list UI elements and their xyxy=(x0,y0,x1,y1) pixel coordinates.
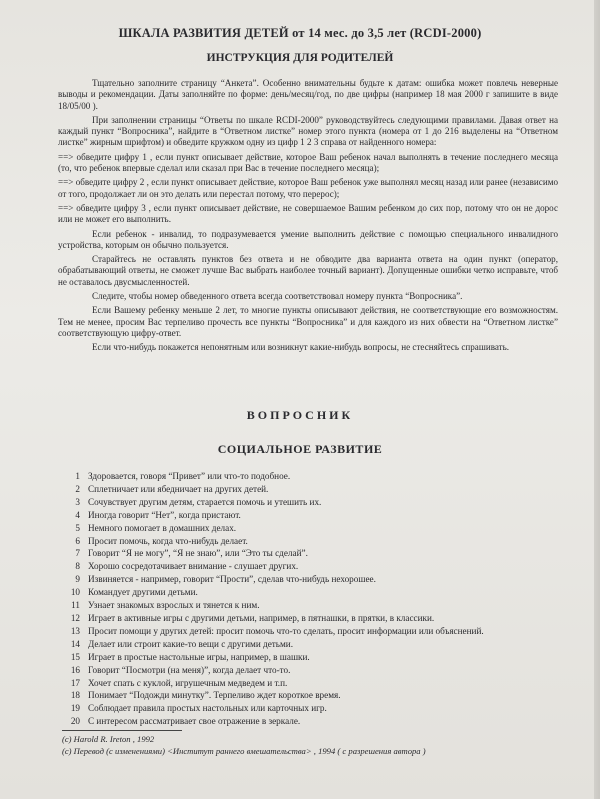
item-text: Здоровается, говоря “Привет” или что-то подобное. xyxy=(88,471,291,481)
item-text: Просит помочь, когда что-нибудь делает. xyxy=(88,535,248,546)
item-text: Говорит “Я не могу”, “Я не знаю”, или “Это ты сделай”. xyxy=(88,548,308,559)
item-number: 8 xyxy=(75,561,80,572)
instruction-paragraph: Старайтесь не оставлять пунктов без ответа и не обводите два варианта ответа на один пункт (оператор, обрабатывающий ответы, не сможет лучше Вас выбрать наиболее точный вариант). Допущенные ошибки четко исправьте, чтоб не оставалось двусмысленностей. xyxy=(58,254,558,287)
list-item xyxy=(62,625,542,638)
list-item xyxy=(62,677,542,690)
list-item xyxy=(62,689,542,702)
item-number: 15 xyxy=(70,651,80,662)
item-number: 18 xyxy=(70,690,80,701)
item-number: 10 xyxy=(70,587,80,598)
copyright-line: (c) Harold R. Ireton , 1992 xyxy=(62,734,155,744)
item-text: Командует другими детьми. xyxy=(88,587,198,598)
list-item xyxy=(62,535,542,548)
questionnaire-title: ВОПРОСНИК xyxy=(246,408,354,422)
instructions-body xyxy=(58,78,558,357)
item-number: 12 xyxy=(70,612,80,623)
list-item xyxy=(62,560,542,573)
instructions-heading: ИНСТРУКЦИЯ ДЛЯ РОДИТЕЛЕЙ xyxy=(206,52,394,64)
list-item xyxy=(62,599,542,612)
item-number: 19 xyxy=(70,703,80,714)
instruction-paragraph: При заполнении страницы “Ответы по шкале RCDI-2000” руководствуйтесь следующими правилами. Давая ответ на каждый пункт “Вопросника”, найдите в “Ответном листке” номер этого пункта (номера от 1 до 216 выделены на “Ответном листке” жирным шрифтом) и обведите кружком одну из цифр 1 2 3 справа от найденного номера: xyxy=(58,114,558,148)
item-number: 11 xyxy=(71,600,80,611)
item-text: Извиняется - например, говорит “Прости”, сделав что-нибудь нехорошее. xyxy=(88,574,376,585)
item-number: 6 xyxy=(75,535,80,546)
list-item xyxy=(62,715,542,728)
list-item xyxy=(62,612,542,625)
item-number: 7 xyxy=(75,548,80,559)
section-heading: СОЦИАЛЬНОЕ РАЗВИТИЕ xyxy=(217,442,383,456)
item-text: Понимает “Подожди минутку”. Терпеливо ждет короткое время. xyxy=(88,690,341,701)
item-text: Делает или строит какие-то вещи с другими детьми. xyxy=(88,638,294,649)
list-item xyxy=(62,638,542,651)
item-text: Просит помощи у других детей: просит помочь что-то сделать, просит информации или объяснений. xyxy=(88,625,484,636)
item-number: 4 xyxy=(75,509,80,520)
list-item xyxy=(62,651,542,664)
item-number: 5 xyxy=(75,522,80,533)
item-number: 14 xyxy=(70,638,80,649)
list-item xyxy=(62,573,542,586)
instruction-paragraph: Тщательно заполните страницу “Анкета”. Особенно внимательны будьте к датам: ошибка может повлечь неверные выводы и рекомендации. Даты заполняйте по форме: день/месяц/год, по две цифры (например 18 мая 2000 г запишите в виде 18/05/00 ). xyxy=(58,78,558,111)
item-text: Иногда говорит “Нет”, когда пристают. xyxy=(88,509,241,520)
item-text: Немного помогает в домашних делах. xyxy=(88,522,237,533)
item-number: 17 xyxy=(70,677,80,688)
item-number: 3 xyxy=(75,496,80,507)
list-item xyxy=(62,522,542,535)
copyright-line: (c) Перевод (с изменениями) <Институт раннего вмешательства> , 1994 ( с разрешения автора ) xyxy=(62,746,426,756)
page-edge xyxy=(594,0,600,799)
item-text: Сочувствует другим детям, старается помочь и утешить их. xyxy=(88,496,322,507)
item-text: Сплетничает или ябедничает на других детей. xyxy=(88,483,269,494)
list-item xyxy=(62,496,542,509)
item-number: 16 xyxy=(70,664,80,675)
list-item xyxy=(62,483,542,496)
list-item xyxy=(62,702,542,715)
list-item xyxy=(62,470,542,483)
list-item xyxy=(62,509,542,522)
list-item xyxy=(62,547,542,560)
item-text: Хорошо сосредотачивает внимание - слушает других. xyxy=(88,561,299,572)
instruction-paragraph: Если что-нибудь покажется непонятным или возникнут какие-нибудь вопросы, не стесняйтесь спрашивать. xyxy=(92,342,510,353)
item-number: 9 xyxy=(75,574,80,585)
instruction-paragraph: Если Вашему ребенку меньше 2 лет, то многие пункты описывают действия, не соответствующие его возможностям. Тем не менее, просим Вас терпеливо прочесть все пункты “Вопросника” и для каждого из них обвести на “Ответном листке” соответствующую цифру-ответ. xyxy=(58,305,558,338)
item-number: 2 xyxy=(75,483,80,494)
item-text: Узнает знакомых взрослых и тянется к ним. xyxy=(88,600,260,611)
page-title: ШКАЛА РАЗВИТИЯ ДЕТЕЙ от 14 мес. до 3,5 лет (RCDI-2000) xyxy=(118,26,482,40)
instruction-paragraph: Следите, чтобы номер обведенного ответа всегда соответствовал номеру пункта “Вопросника”. xyxy=(92,291,463,302)
item-number: 1 xyxy=(75,471,80,481)
footer-divider xyxy=(62,730,182,731)
question-list xyxy=(62,470,542,728)
item-text: Играет в активные игры с другими детьми, например, в пятнашки, в прятки, в классики. xyxy=(88,612,435,623)
list-item xyxy=(62,586,542,599)
instruction-rule: ==> обведите цифру 2 , если пункт описывает действие, которое Ваш ребенок уже выполнял месяц назад или ранее (независимо от того, продолжает ли он это делать или перестал потому, что перерос); xyxy=(58,177,558,199)
instruction-rule: ==> обведите цифру 1 , если пункт описывает действие, которое Ваш ребенок начал выполнять в течение последнего месяца (то, что ребенок впервые сделал или сказал при Вас в течение последнего месяца); xyxy=(58,151,558,174)
instruction-rule: ==> обведите цифру 3 , если пункт описывает действие, не совершаемое Вашим ребенком до сих пор, потому что он не дорос или не может его выполнить. xyxy=(58,202,558,225)
copyright-footer xyxy=(62,730,562,757)
item-text: Играет в простые настольные игры, например, в шашки. xyxy=(88,651,310,662)
item-number: 13 xyxy=(70,625,80,636)
item-text: Хочет спать с куклой, игрушечным медведем и т.п. xyxy=(88,677,288,688)
item-text: С интересом рассматривает свое отражение в зеркале. xyxy=(88,716,301,727)
list-item xyxy=(62,664,542,677)
instruction-paragraph: Если ребенок - инвалид, то подразумевается умение выполнить действие с помощью специального инвалидного устройства, которым он обычно пользуется. xyxy=(58,228,558,250)
item-text: Говорит “Посмотри (на меня)”, когда делает что-то. xyxy=(88,664,291,675)
item-number: 20 xyxy=(70,716,80,727)
item-text: Соблюдает правила простых настольных или карточных игр. xyxy=(88,703,327,714)
